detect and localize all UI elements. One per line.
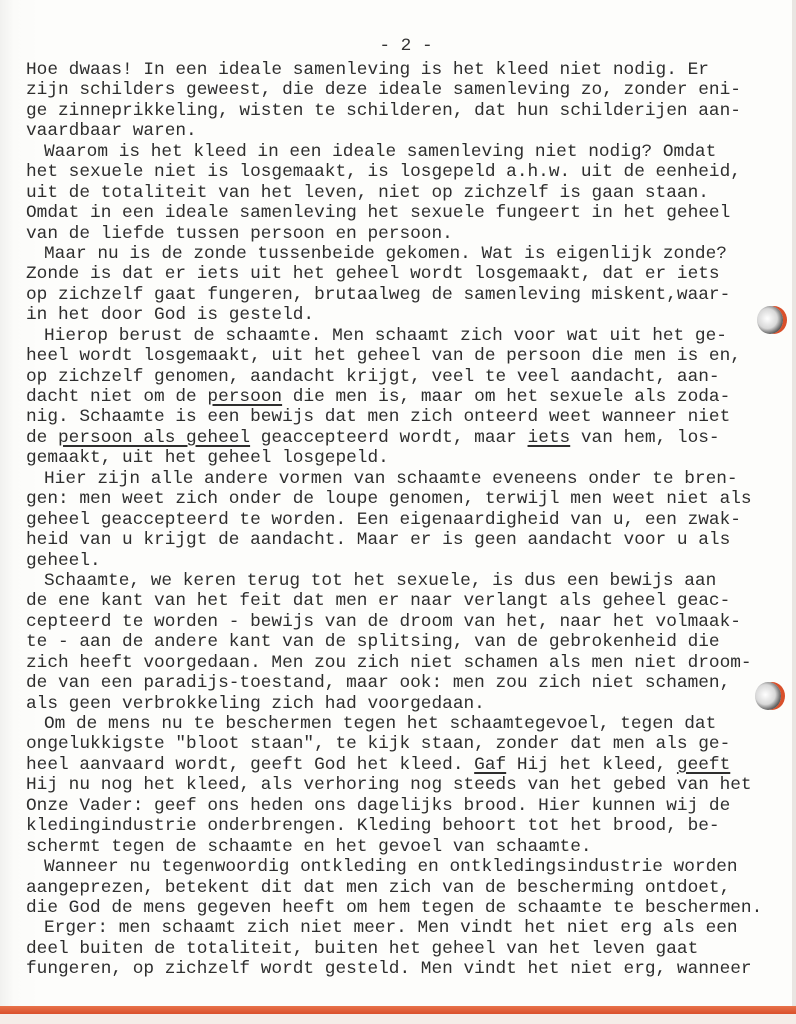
text-segment: Hij nu nog het kleed, als verhoring nog steeds van het gebed van het <box>26 775 752 796</box>
text-line <box>26 939 796 959</box>
text-segment: in het door God is gesteld. <box>26 305 315 326</box>
text-segment: Hierop berust de schaamte. Men schaamt zich voor wat uit het ge- <box>44 325 727 346</box>
text-line <box>26 305 796 325</box>
text-segment: te - aan de andere kant van de splitsing, van de gebrokenheid die <box>26 632 720 653</box>
punch-hole <box>755 682 781 710</box>
text-line <box>26 264 796 284</box>
text-segment: nig. Schaamte is een bewijs dat men zich onteerd weet wanneer niet <box>26 407 731 428</box>
text-segment: van de liefde tussen persoon en persoon. <box>26 223 453 244</box>
text-segment: cepteerd te worden - bewijs van de droom van het, naar het volmaak- <box>26 611 741 632</box>
text-segment: Om de mens nu te beschermen tegen het schaamtegevoel, tegen dat <box>44 714 717 734</box>
text-segment: gemaakt, uit het geheel losgepeld. <box>26 448 389 469</box>
text-segment: ongelukkigste "bloot staan", te kijk staan, zonder dat men als ge- <box>26 734 731 755</box>
underlined-text: persoon <box>207 387 283 407</box>
text-line <box>26 632 796 652</box>
text-line <box>26 959 796 979</box>
text-segment: Maar nu is de zonde tussenbeide gekomen. Wat is eigenlijk zonde? <box>44 243 727 264</box>
text-segment: gen: men weet zich onder de loupe genomen, terwijl men weet niet als <box>26 489 752 510</box>
text-line <box>26 878 796 898</box>
text-line <box>26 428 796 448</box>
text-segment: geheel. <box>26 550 101 571</box>
text-segment: als geen verbrokkeling zich had voorgedaan. <box>26 693 485 714</box>
text-line <box>26 244 796 264</box>
text-line <box>26 224 796 244</box>
text-line <box>26 653 796 673</box>
text-line <box>26 346 796 366</box>
text-line <box>26 183 796 203</box>
text-segment: Hij het kleed, <box>506 754 677 775</box>
text-segment: op zichzelf genomen, aandacht krijgt, veel te veel aandacht, aan- <box>26 366 720 387</box>
text-line <box>26 326 796 346</box>
text-line <box>26 387 796 407</box>
text-line <box>26 80 796 100</box>
text-line <box>26 60 796 80</box>
text-line <box>26 571 796 591</box>
text-line <box>26 407 796 427</box>
text-segment: heid van u krijgt de aandacht. Maar er is geen aandacht voor u als <box>26 530 731 551</box>
text-segment: die men is, maar om het sexuele als zoda- <box>282 387 731 407</box>
text-line <box>26 551 796 571</box>
text-line <box>26 203 796 223</box>
text-segment: heel wordt losgemaakt, uit het geheel van de persoon die men is en, <box>26 346 741 367</box>
text-segment: deel buiten de totaliteit, buiten het geheel van het leven gaat <box>26 938 699 959</box>
text-line <box>26 121 796 141</box>
text-segment: Schaamte, we keren terug tot het sexuele, is dus een bewijs aan <box>44 570 717 591</box>
text-segment: geaccepteerd wordt, maar <box>250 427 528 448</box>
text-line <box>26 857 796 877</box>
text-line <box>26 694 796 714</box>
text-segment: zich heeft voorgedaan. Men zou zich niet schamen als men niet droom- <box>26 652 752 673</box>
punch-hole <box>757 306 783 334</box>
text-line <box>26 101 796 121</box>
text-segment: kledingindustrie onderbrengen. Kleding behoort tot het brood, be- <box>26 816 720 837</box>
body-text <box>26 60 796 980</box>
text-line <box>26 448 796 468</box>
text-segment: het sexuele niet is losgemaakt, is losgepeld a.h.w. uit de eenheid, <box>26 162 741 183</box>
text-line <box>26 530 796 550</box>
underlined-text: geeft <box>676 754 731 775</box>
text-segment: van hem, los- <box>570 427 720 448</box>
text-segment: fungeren, op zichzelf wordt gesteld. Men vindt het niet erg, wanneer <box>26 959 752 980</box>
text-segment: Erger: men schaamt zich niet meer. Men vindt het niet erg als een <box>44 918 738 939</box>
text-segment: die God de mens gegeven heeft om hem tegen de schaamte te beschermen. <box>26 897 763 918</box>
underlined-text: iets <box>527 427 571 448</box>
text-line <box>26 367 796 387</box>
text-segment: Hier zijn alle andere vormen van schaamte eveneens onder te bren- <box>44 468 738 489</box>
text-line <box>26 489 796 509</box>
text-segment: dacht niet om de <box>26 387 208 407</box>
text-segment: schermt tegen de schaamte en het gevoel van schaamte. <box>26 836 592 857</box>
text-segment: op zichzelf gaat fungeren, brutaalweg de samenleving miskent,waar- <box>26 284 731 305</box>
text-line <box>26 816 796 836</box>
text-segment: uit de totaliteit van het leven, niet op zichzelf is gaan staan. <box>26 182 709 203</box>
text-segment: Wanneer nu tegenwoordig ontkleding en ontkledingsindustrie worden <box>44 857 738 878</box>
text-segment: ge zinneprikkeling, wisten te schilderen, dat hun schilderijen aan- <box>26 100 741 121</box>
text-line <box>26 673 796 693</box>
orange-bottom-edge <box>0 1006 796 1014</box>
text-line <box>26 591 796 611</box>
text-line <box>26 755 796 775</box>
text-line <box>26 162 796 182</box>
text-segment: Omdat in een ideale samenleving het sexuele fungeert in het geheel <box>26 203 731 224</box>
underlined-text: persoon als geheel <box>58 427 251 448</box>
text-line <box>26 714 796 734</box>
text-segment: heel aanvaard wordt, geeft God het kleed. <box>26 754 475 775</box>
text-line <box>26 612 796 632</box>
text-line <box>26 898 796 918</box>
text-line <box>26 142 796 162</box>
text-line <box>26 796 796 816</box>
text-line <box>26 837 796 857</box>
text-segment: geheel geaccepteerd te worden. Een eigenaardigheid van u, een zwak- <box>26 509 741 530</box>
text-line <box>26 285 796 305</box>
text-segment: vaardbaar waren. <box>26 121 197 142</box>
text-segment: Hoe dwaas! In een ideale samenleving is het kleed niet nodig. Er <box>26 60 709 80</box>
text-segment: Waarom is het kleed in een ideale samenleving niet nodig? Omdat <box>44 141 717 162</box>
page-number: - 2 - <box>379 36 433 56</box>
text-segment: aangeprezen, betekent dit dat men zich van de bescherming ontdoet, <box>26 877 731 898</box>
text-line <box>26 918 796 938</box>
text-segment: Zonde is dat er iets uit het geheel wordt losgemaakt, dat er iets <box>26 264 720 285</box>
underlined-text: Gaf <box>474 754 507 775</box>
text-line <box>26 734 796 754</box>
text-segment: zijn schilders geweest, die deze ideale samenleving zo, zonder eni- <box>26 80 741 101</box>
text-segment: de van een paradijs-toestand, maar ook: men zou zich niet schamen, <box>26 673 731 694</box>
text-segment: de <box>26 427 59 448</box>
text-line <box>26 469 796 489</box>
text-line <box>26 510 796 530</box>
text-segment: Onze Vader: geef ons heden ons dagelijks brood. Hier kunnen wij de <box>26 795 731 816</box>
text-segment: de ene kant van het feit dat men er naar verlangt als geheel geac- <box>26 591 731 612</box>
text-line <box>26 775 796 795</box>
backing-strip <box>0 1014 796 1024</box>
